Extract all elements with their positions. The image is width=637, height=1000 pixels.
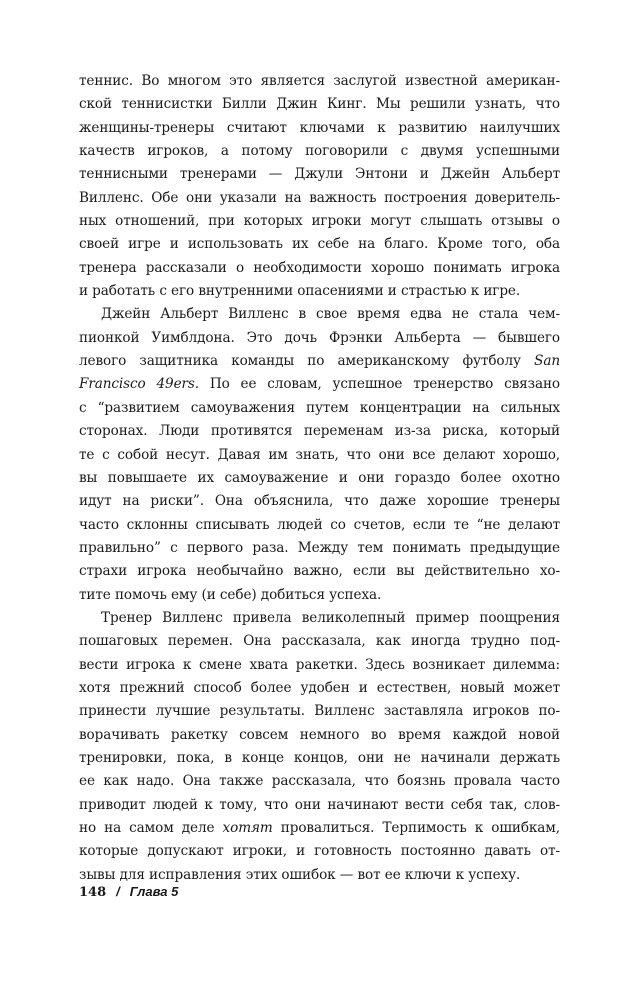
text-line: сторонах. Люди противятся переменам из-за риска, который	[79, 423, 560, 440]
text-line: ее как надо. Она также рассказала, что боязнь провала часто	[79, 773, 560, 790]
text-line: левого защитника команды по американскому футболу San	[79, 353, 560, 370]
text-line: ных отношений, при которых игроки могут слышать отзывы о	[79, 213, 560, 230]
text-line: приводит людей к тому, что они начинают вести себя так, слов-	[79, 796, 560, 813]
text-line: с “развитием самоуважения путем концентрации на сильных	[79, 399, 560, 416]
text-line: тренера рассказали о необходимости хорошо понимать игрока	[79, 259, 560, 276]
text-line: идут на риски”. Она объяснила, что даже хорошие тренеры	[79, 493, 560, 510]
text-line: принести лучшие результаты. Вилленс заставляла игроков по-	[79, 703, 560, 720]
text-line: Вилленс. Обе они указали на важность построения доверитель-	[79, 189, 560, 206]
text-line: женщины-тренеры считают ключами к развитию наилучших	[79, 119, 560, 136]
text-line: те с собой несут. Давая им знать, что они все делают хорошо,	[79, 446, 560, 463]
text-line: часто склонны списывать людей со счетов, если те “не делают	[79, 516, 560, 533]
text-line: теннис. Во многом это является заслугой известной американ-	[79, 73, 560, 89]
text-line: своей игре и использовать их себе на благо. Кроме того, оба	[79, 236, 560, 253]
text-line: страхи игрока необычайно важно, если вы действительно хо-	[79, 563, 560, 580]
text-line: пионкой Уимблдона. Это дочь Фрэнки Альберта — бывшего	[79, 329, 560, 346]
text-line: ворачивать ракетку совсем немного во время каждой новой	[79, 726, 560, 743]
text-line: зывы для исправления этих ошибок — вот ее ключи к успеху.	[79, 866, 521, 883]
text-line: Тренер Вилленс привела великолепный пример поощрения	[101, 609, 560, 626]
body-text	[79, 70, 560, 887]
text-line: правильно” с первого раза. Между тем понимать предыдущие	[79, 539, 560, 556]
text-line: вы повышаете их самоуважение и они гораздо более охотно	[79, 469, 560, 486]
text-line: пошаговых перемен. Она рассказала, как иногда трудно под-	[79, 633, 560, 650]
text-line: хотя прежний способ более удобен и естествен, новый может	[79, 679, 560, 696]
text-line: которые допускают игроки, и готовность постоянно давать от-	[79, 843, 560, 860]
text-line: но на самом деле хотят провалиться. Терпимость к ошибкам,	[79, 820, 560, 836]
text-line: качеств игроков, а потому поговорили с двумя успешными	[79, 143, 560, 160]
text-line: тренировки, пока, в конце концов, они не начинали держать	[79, 749, 560, 766]
footer-separator: /	[116, 884, 120, 899]
text-line: ской теннисистки Билли Джин Кинг. Мы решили узнать, что	[79, 96, 560, 113]
text-line: Джейн Альберт Вилленс в свое время едва не стала чем-	[101, 306, 560, 323]
text-line: и работать с его внутренними опасениями и страстью к игре.	[79, 283, 521, 300]
text-line: вести игрока к смене хвата ракетки. Здесь возникает дилемма:	[79, 656, 560, 673]
text-line: Francisco 49ers. По ее словам, успешное тренерство связано	[79, 376, 560, 393]
page-number: 148	[79, 885, 107, 900]
text-line: тите помочь ему (и себе) добиться успеха.	[79, 586, 382, 603]
chapter-title: Глава 5	[129, 884, 179, 899]
page-footer	[79, 884, 178, 900]
text-line: теннисными тренерами — Джули Энтони и Джейн Альберт	[79, 166, 560, 183]
